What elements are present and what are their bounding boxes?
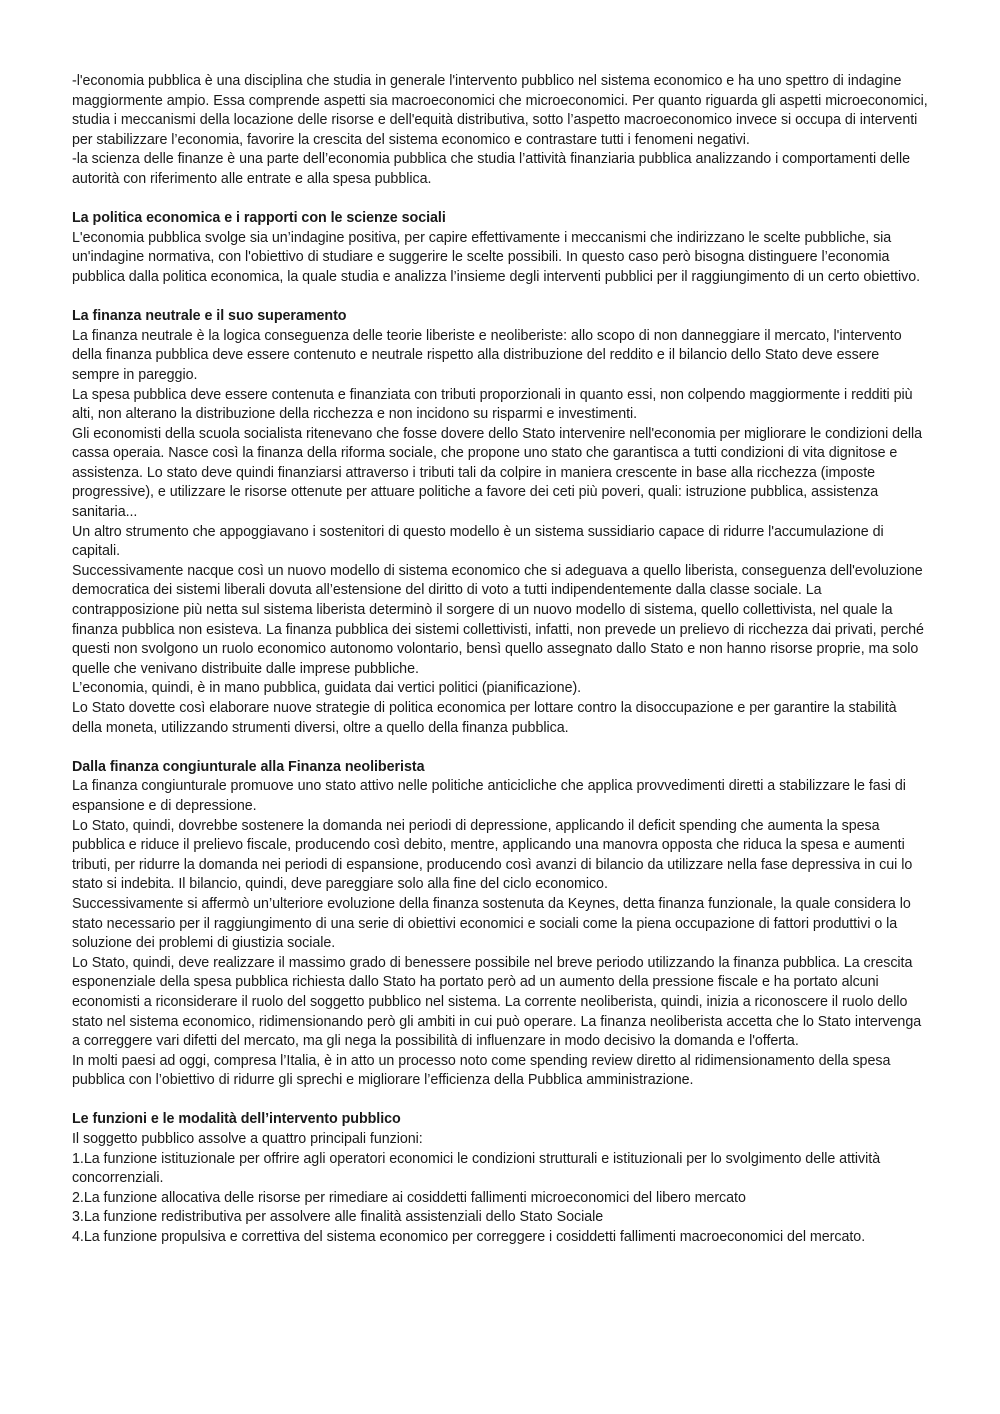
section-spacer: [72, 1091, 930, 1111]
list-item-funzione-allocativa: 2.La funzione allocativa delle risorse per rimediare ai cosiddetti fallimenti microeconomici del libero mercato: [72, 1189, 746, 1206]
section-spacer: [72, 738, 930, 758]
section-paragraph: In molti paesi ad oggi, compresa l’Italia, è in atto un processo noto come spending review diretto al ridimensionamento della spesa pubblica con l’obiettivo di ridurre gli sprechi e migliorare l’efficienza della Pubblica amministrazione.: [72, 1052, 891, 1089]
section-funzioni-intervento: [72, 1110, 930, 1247]
section-finanza-neutrale: [72, 307, 930, 738]
section-paragraph: La finanza congiunturale promuove uno stato attivo nelle politiche anticicliche che applica provvedimenti diretti a stabilizzare le fasi di espansione e di depressione.: [72, 778, 906, 814]
list-item-funzione-propulsiva: 4.La funzione propulsiva e correttiva del sistema economico per correggere i cosiddetti fallimenti macroeconomici del mercato.: [72, 1229, 866, 1246]
section-heading: Le funzioni e le modalità dell’intervento pubblico: [72, 1111, 401, 1128]
section-politica-economica: [72, 209, 930, 287]
section-paragraph: L’economia, quindi, è in mano pubblica, guidata dai vertici politici (pianificazione).: [72, 680, 582, 697]
section-paragraph: Il soggetto pubblico assolve a quattro principali funzioni:: [72, 1131, 423, 1148]
section-paragraph: Successivamente si affermò un’ulteriore evoluzione della finanza sostenuta da Keynes, detta finanza funzionale, la quale considera lo stato necessario per il raggiungimento di una serie di obiettivi economici e sociali come la piena occupazione di fattori produttivi o la soluzione dei problemi di giustizia sociale.: [72, 895, 911, 952]
list-item-funzione-redistributiva: 3.La funzione redistributiva per assolvere alle finalità assistenziali dello Stato Sociale: [72, 1209, 604, 1226]
intro-block: [72, 72, 930, 190]
section-paragraph: Lo Stato, quindi, dovrebbe sostenere la domanda nei periodi di depressione, applicando il deficit spending che aumenta la spesa pubblica e riduce il prelievo fiscale, producendo così debito, mentre, applicando una manovra opposta che riduca la spesa e aumenti tributi, per ridurre la domanda nei periodi di espansione, producendo così avanzi di bilancio da utilizzare nella fase depressiva in cui lo stato si indebita. Il bilancio, quindi, deve pareggiare solo alla fine del ciclo economico.: [72, 817, 913, 893]
section-paragraph: Un altro strumento che appoggiavano i sostenitori di questo modello è un sistema sussidiario capace di ridurre l'accumulazione di capitali.: [72, 523, 884, 560]
section-spacer: [72, 288, 930, 308]
section-paragraph: Successivamente nacque così un nuovo modello di sistema economico che si adeguava a quello liberista, conseguenza dell'evoluzione democratica dei sistemi liberali dovuta all’estensione del diritto di voto a tutti indipendentemente dalla classe sociale. La contrapposizione più netta sul sistema liberista determinò il sorgere di un nuovo modello di sistema, quello collettivista, nel quale la finanza pubblica non esisteva. La finanza pubblica dei sistemi collettivisti, infatti, non prevede un prelievo di ricchezza dai privati, perché questi non svolgono un ruolo economico autonomo volontario, bensì quello assegnato dallo Stato e non hanno risorse proprie, ma solo quelle che venivano distribuite dalle imprese pubbliche.: [72, 562, 924, 677]
section-paragraph: La finanza neutrale è la logica conseguenza delle teorie liberiste e neoliberiste: allo scopo di non danneggiare il mercato, l'intervento della finanza pubblica deve essere contenuto e neutrale rispetto alla distribuzione del reddito e il bilancio dello Stato deve essere sempre in pareggio.: [72, 327, 902, 383]
section-heading: Dalla finanza congiunturale alla Finanza neoliberista: [72, 758, 425, 775]
section-paragraph: L'economia pubblica svolge sia un’indagine positiva, per capire effettivamente i meccanismi che indirizzano le scelte pubbliche, sia un'indagine normativa, con l'obiettivo di studiare e suggerire le scelte possibili. In questo caso però bisogna distinguere l’economia pubblica dalla politica economica, la quale studia e analizza l’insieme degli interventi pubblici per il raggiungimento di un certo obiettivo.: [72, 229, 921, 285]
section-paragraph: Lo Stato dovette così elaborare nuove strategie di politica economica per lottare contro la disoccupazione e per garantire la stabilità della moneta, utilizzando strumenti diversi, oltre a quello della finanza pubblica.: [72, 700, 897, 736]
section-spacer: [72, 190, 930, 210]
list-item-funzione-istituzionale: 1.La funzione istituzionale per offrire agli operatori economici le condizioni strutturali e istituzionali per lo svolgimento delle attività concorrenziali.: [72, 1150, 881, 1187]
section-paragraph: Lo Stato, quindi, deve realizzare il massimo grado di benessere possibile nel breve periodo utilizzando la finanza pubblica. La crescita esponenziale della spesa pubblica richiesta dallo Stato ha portato però ad un aumento della pressione fiscale e ha portato alcuni economisti a riconsiderare il ruolo del soggetto pubblico nel sistema. La corrente neoliberista, quindi, inizia a riconoscere il ruolo dello stato nel sistema economico, ridimensionando però gli ambiti in cui può operare. La finanza neoliberista accetta che lo Stato intervenga a correggere vari difetti del mercato, ma gli nega la possibilità di influenzare in modo decisivo la domanda e l'offerta.: [72, 954, 922, 1050]
section-paragraph: Gli economisti della scuola socialista ritenevano che fosse dovere dello Stato intervenire nell'economia per migliorare le condizioni della cassa operaia. Nasce così la finanza della riforma sociale, che propone uno stato che garantisca a tutti condizioni di vita dignitose e assistenza. Lo stato deve quindi finanziarsi attraverso i tributi tali da colpire in maniera crescente in base alla ricchezza (imposte progressive), e utilizzare le risorse ottenute per attuare politiche a favore dei ceti più poveri, quali: istruzione pubblica, assistenza sanitaria...: [72, 425, 923, 521]
section-heading: La finanza neutrale e il suo superamento: [72, 308, 347, 325]
section-finanza-congiunturale: [72, 758, 930, 1091]
intro-paragraph-economia-pubblica: -l'economia pubblica è una disciplina che studia in generale l'intervento pubblico nel sistema economico e ha uno spettro di indagine maggiormente ampio. Essa comprende aspetti sia macroeconomici che microeconomici. Per quanto riguarda gli aspetti microeconomici, studia i meccanismi della locazione delle risorse e dell'equità distributiva, sotto l’aspetto macroeconomico invece si occupa di interventi per stabilizzare l’economia, favorire la crescita del sistema economico e contrastare tutti i fenomeni negativi.: [72, 73, 928, 148]
intro-paragraph-scienza-finanze: -la scienza delle finanze è una parte dell’economia pubblica che studia l’attività finanziaria pubblica analizzando i comportamenti delle autorità con riferimento alle entrate e alla spesa pubblica.: [72, 151, 910, 187]
section-heading: La politica economica e i rapporti con le scienze sociali: [72, 210, 446, 227]
section-paragraph: La spesa pubblica deve essere contenuta e finanziata con tributi proporzionali in quanto essi, non colpendo maggiormente i redditi più alti, non alterano la distribuzione della ricchezza e non incidono su risparmi e investimenti.: [72, 386, 913, 423]
